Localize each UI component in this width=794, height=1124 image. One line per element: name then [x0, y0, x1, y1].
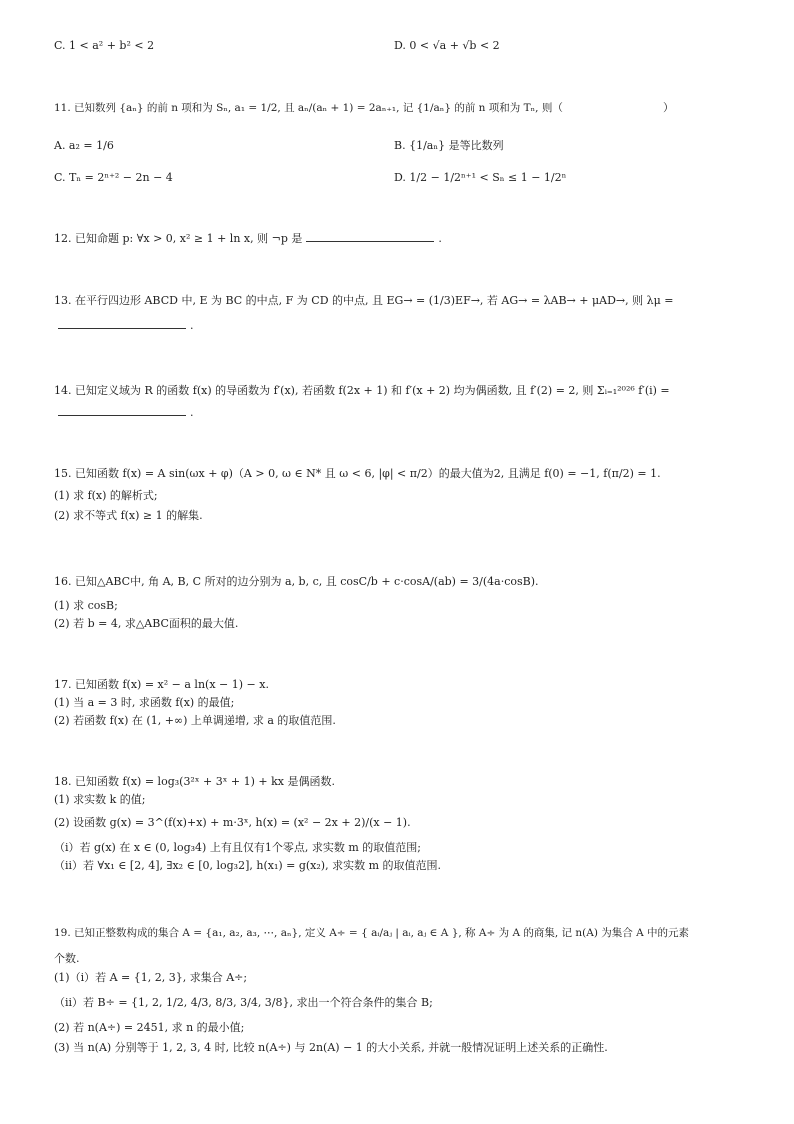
q19-part3: (3) 当 n(A) 分别等于 1, 2, 3, 4 时, 比较 n(A÷) 与 2n(A) − 1 的大小关系, 并就一般情况证明上述关系的正确性.	[54, 1041, 608, 1054]
q19-stem-cont: 个数.	[54, 952, 80, 965]
q11-option-b: B. {1/aₙ} 是等比数列	[394, 139, 504, 152]
q13-answer-blank[interactable]	[58, 317, 186, 329]
q12-line	[54, 230, 442, 247]
q15-part2: (2) 求不等式 f(x) ≥ 1 的解集.	[54, 509, 203, 522]
q18-stem: 18. 已知函数 f(x) = log₃(3²ˣ + 3ˣ + 1) + kx 是偶函数.	[54, 775, 335, 788]
q12-answer-blank[interactable]	[306, 230, 434, 242]
q14-stem: 14. 已知定义域为 R 的函数 f(x) 的导函数为 f′(x), 若函数 f(2x + 1) 和 f′(x + 2) 均为偶函数, 且 f′(2) = 2, 则 Σᵢ₌₁²⁰²⁶ f′(i) =	[54, 384, 670, 397]
q17-stem: 17. 已知函数 f(x) = x² − a ln(x − 1) − x.	[54, 678, 269, 691]
q17-part1: (1) 当 a = 3 时, 求函数 f(x) 的最值;	[54, 696, 235, 709]
q12-text: 12. 已知命题 p: ∀x > 0, x² ≥ 1 + ln x, 则 ¬p 是	[54, 232, 303, 245]
q11-option-c: C. Tₙ = 2ⁿ⁺² − 2n − 4	[54, 171, 173, 184]
q19-part1-ii: （ii）若 B÷ = {1, 2, 1/2, 4/3, 8/3, 3/4, 3/8}, 求出一个符合条件的集合 B;	[54, 996, 433, 1009]
q11-option-d: D. 1/2 − 1/2ⁿ⁺¹ < Sₙ ≤ 1 − 1/2ⁿ	[394, 171, 567, 184]
q13-period: .	[190, 319, 194, 332]
q18-part2-ii: （ii）若 ∀x₁ ∈ [2, 4], ∃x₂ ∈ [0, log₃2], h(x₁) = g(x₂), 求实数 m 的取值范围.	[54, 859, 442, 872]
q16-part1: (1) 求 cosB;	[54, 599, 118, 612]
q17-part2: (2) 若函数 f(x) 在 (1, +∞) 上单调递增, 求 a 的取值范围.	[54, 714, 336, 727]
q12-period: .	[438, 232, 442, 245]
q19-part1-i: (1)（i）若 A = {1, 2, 3}, 求集合 A÷;	[54, 971, 248, 984]
q18-part2: (2) 设函数 g(x) = 3^(f(x)+x) + m·3ˣ, h(x) = (x² − 2x + 2)/(x − 1).	[54, 816, 411, 829]
q19-stem: 19. 已知正整数构成的集合 A = {a₁, a₂, a₃, ⋯, aₙ}, 定义 A÷ = { aᵢ/aⱼ | aᵢ, aⱼ ∈ A }, 称 A÷ 为 A 的商集, 记 n(A) 为集合 A 中的元素	[54, 927, 690, 939]
q11-option-a: A. a₂ = 1/6	[54, 139, 114, 152]
q15-part1: (1) 求 f(x) 的解析式;	[54, 489, 158, 502]
q16-part2: (2) 若 b = 4, 求△ABC面积的最大值.	[54, 617, 239, 630]
q18-part1: (1) 求实数 k 的值;	[54, 793, 146, 806]
q11-paren-close: ）	[663, 101, 674, 114]
q19-part2: (2) 若 n(A÷) = 2451, 求 n 的最小值;	[54, 1021, 245, 1034]
q13-answer-line	[54, 317, 194, 334]
q18-part2-i: （i）若 g(x) 在 x ∈ (0, log₃4) 上有且仅有1个零点, 求实数 m 的取值范围;	[54, 841, 421, 854]
q10-option-d: D. 0 < √a + √b < 2	[394, 39, 500, 52]
q11-stem: 11. 已知数列 {aₙ} 的前 n 项和为 Sₙ, a₁ = 1/2, 且 aₙ/(aₙ + 1) = 2aₙ₊₁, 记 {1/aₙ} 的前 n 项和为 Tₙ, 则（	[54, 102, 563, 114]
q13-stem: 13. 在平行四边形 ABCD 中, E 为 BC 的中点, F 为 CD 的中点, 且 EG→ = (1/3)EF→, 若 AG→ = λAB→ + μAD→, 则 λμ =	[54, 294, 674, 307]
q16-stem: 16. 已知△ABC中, 角 A, B, C 所对的边分别为 a, b, c, 且 cosC/b + c·cosA/(ab) = 3/(4a·cosB).	[54, 575, 539, 588]
q15-stem: 15. 已知函数 f(x) = A sin(ωx + φ)（A > 0, ω ∈ N* 且 ω < 6, |φ| < π/2）的最大值为2, 且满足 f(0) = −1, f(π/2) = 1.	[54, 467, 661, 480]
q14-answer-blank[interactable]	[58, 404, 186, 416]
q14-answer-line	[54, 404, 194, 421]
q14-period: .	[190, 406, 194, 419]
q10-option-c: C. 1 < a² + b² < 2	[54, 39, 155, 52]
